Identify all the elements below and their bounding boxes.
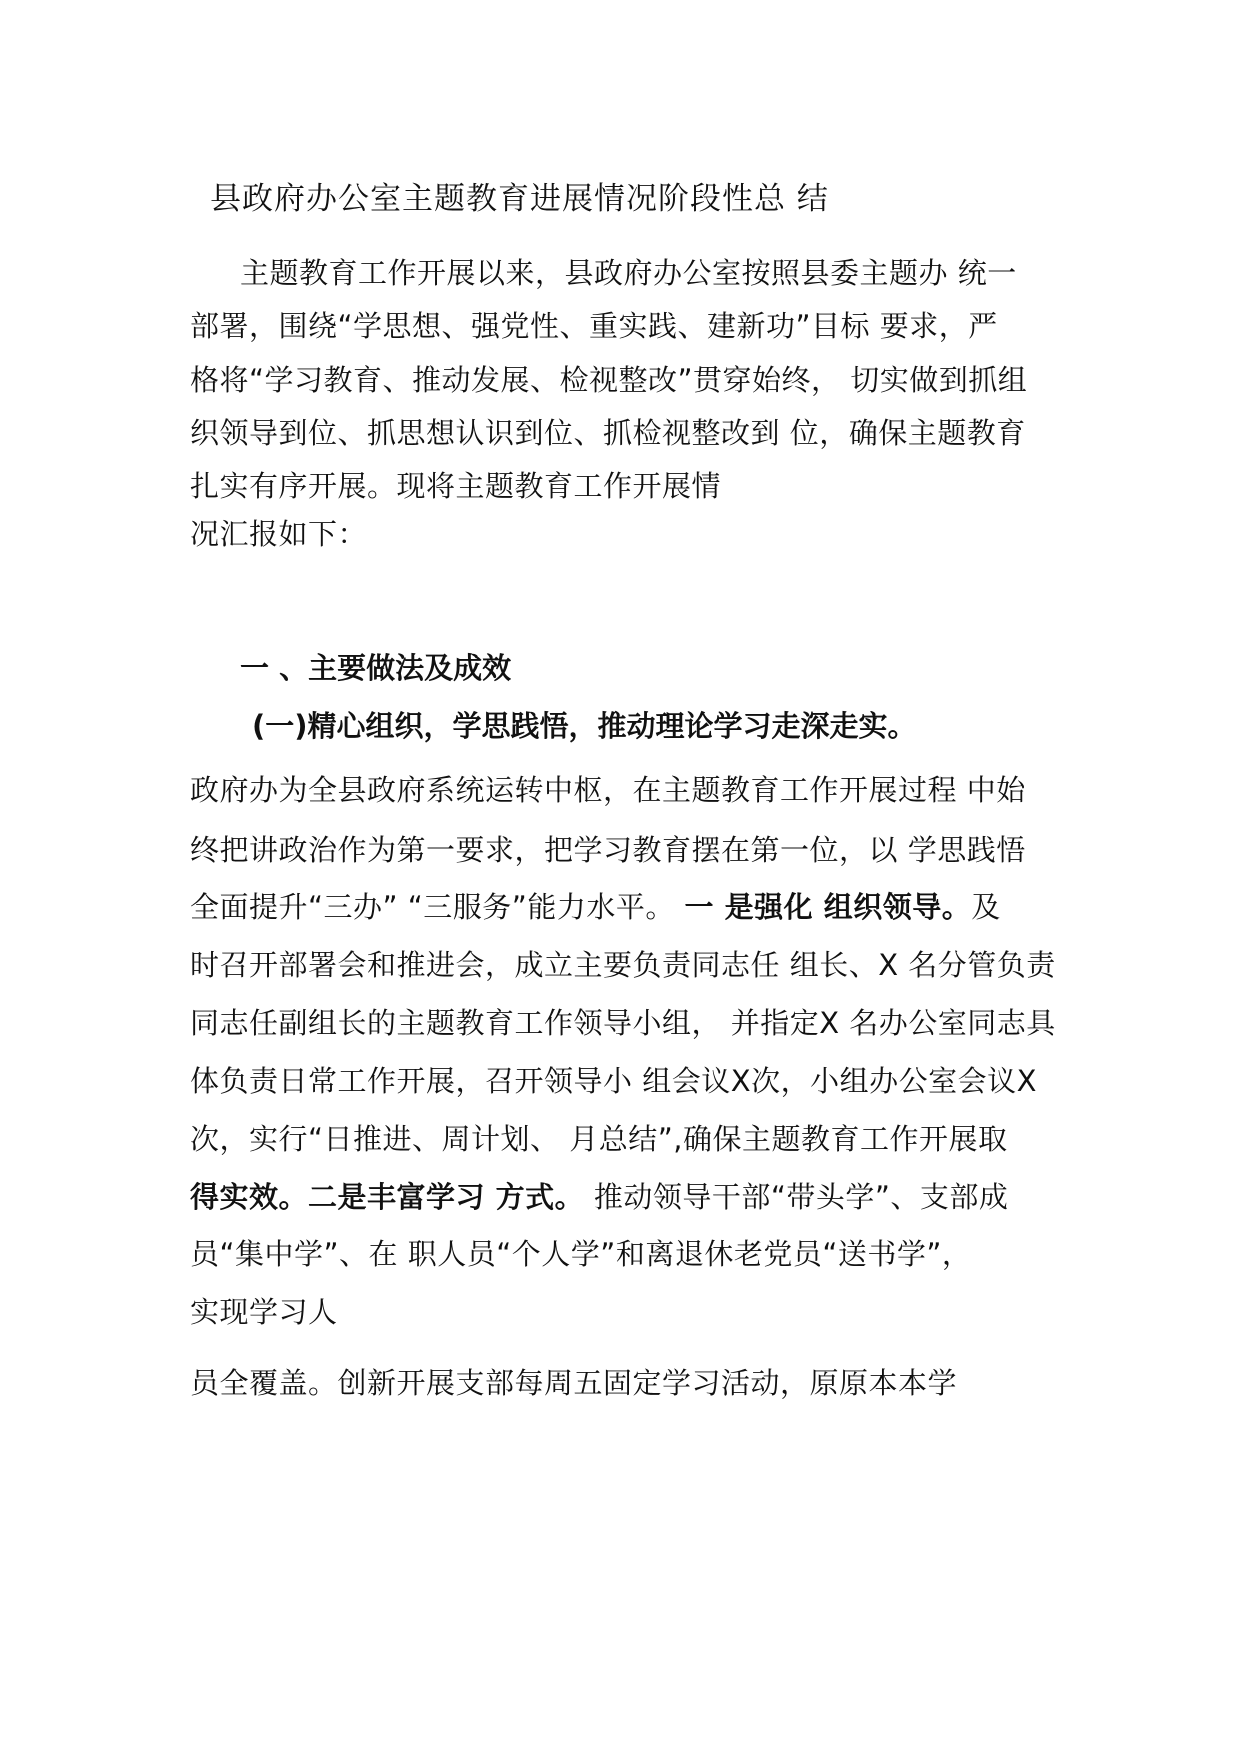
- body-line-3-text: 全面提升“三办” “三服务”能力水平。: [190, 890, 685, 924]
- body-line-3-tail: 及: [971, 890, 1001, 924]
- intro-line-2: 部署，围绕“学思想、强党性、重实践、建新功”目标 要求，严: [190, 309, 998, 343]
- body-line-4: 时召开部署会和推进会，成立主要负责同志任 组长、X 名分管负责: [190, 948, 1056, 982]
- body-line-3-bold: 一 是强化 组织领导。: [684, 890, 972, 924]
- body-line-8-tail: 推动领导干部“带头学”、支部成: [584, 1180, 1009, 1214]
- body-line-2: 终把讲政治作为第一要求，把学习教育摆在第一位，以 学思践悟: [190, 833, 1026, 867]
- body-line-9: 员“集中学”、在 职人员“个人学”和离退休老党员“送书学”，: [190, 1237, 972, 1271]
- body-line-10: 实现学习人: [190, 1295, 338, 1329]
- body-line-3: [190, 887, 1001, 927]
- intro-line-1: 主题教育工作开展以来，县政府办公室按照县委主题办 统一: [240, 256, 1017, 290]
- body-line-7: 次，实行“日推进、周计划、 月总结”,确保主题教育工作开展取: [190, 1122, 1008, 1156]
- document-title: 县政府办公室主题教育进展情况阶段性总 结: [210, 181, 829, 217]
- intro-line-6: 况汇报如下：: [190, 517, 368, 551]
- intro-line-3: 格将“学习教育、推动发展、检视整改”贯穿始终， 切实做到抓组: [190, 363, 1028, 397]
- body-line-1: 政府办为全县政府系统运转中枢，在主题教育工作开展过程 中始: [190, 773, 1026, 807]
- body-line-6: 体负责日常工作开展，召开领导小 组会议X次，小组办公室会议X: [190, 1064, 1037, 1098]
- intro-line-5: 扎实有序开展。现将主题教育工作开展情: [190, 469, 722, 503]
- body-line-5: 同志任副组长的主题教育工作领导小组， 并指定X 名办公室同志具: [190, 1006, 1056, 1040]
- body-line-8-bold-1: 得实效。: [190, 1180, 309, 1214]
- subsection-heading: (一)精心组织，学思践悟，推动理论学习走深走实。: [252, 709, 917, 743]
- body-line-11: 员全覆盖。创新开展支部每周五固定学习活动，原原本本学: [190, 1366, 958, 1400]
- section-heading: 一 、主要做法及成效: [240, 651, 512, 685]
- intro-line-4: 织领导到位、抓思想认识到位、抓检视整改到 位，确保主题教育: [190, 416, 1026, 450]
- body-line-8-bold-2: 二是丰富学习 方式。: [308, 1180, 585, 1214]
- body-line-8: [190, 1177, 1008, 1217]
